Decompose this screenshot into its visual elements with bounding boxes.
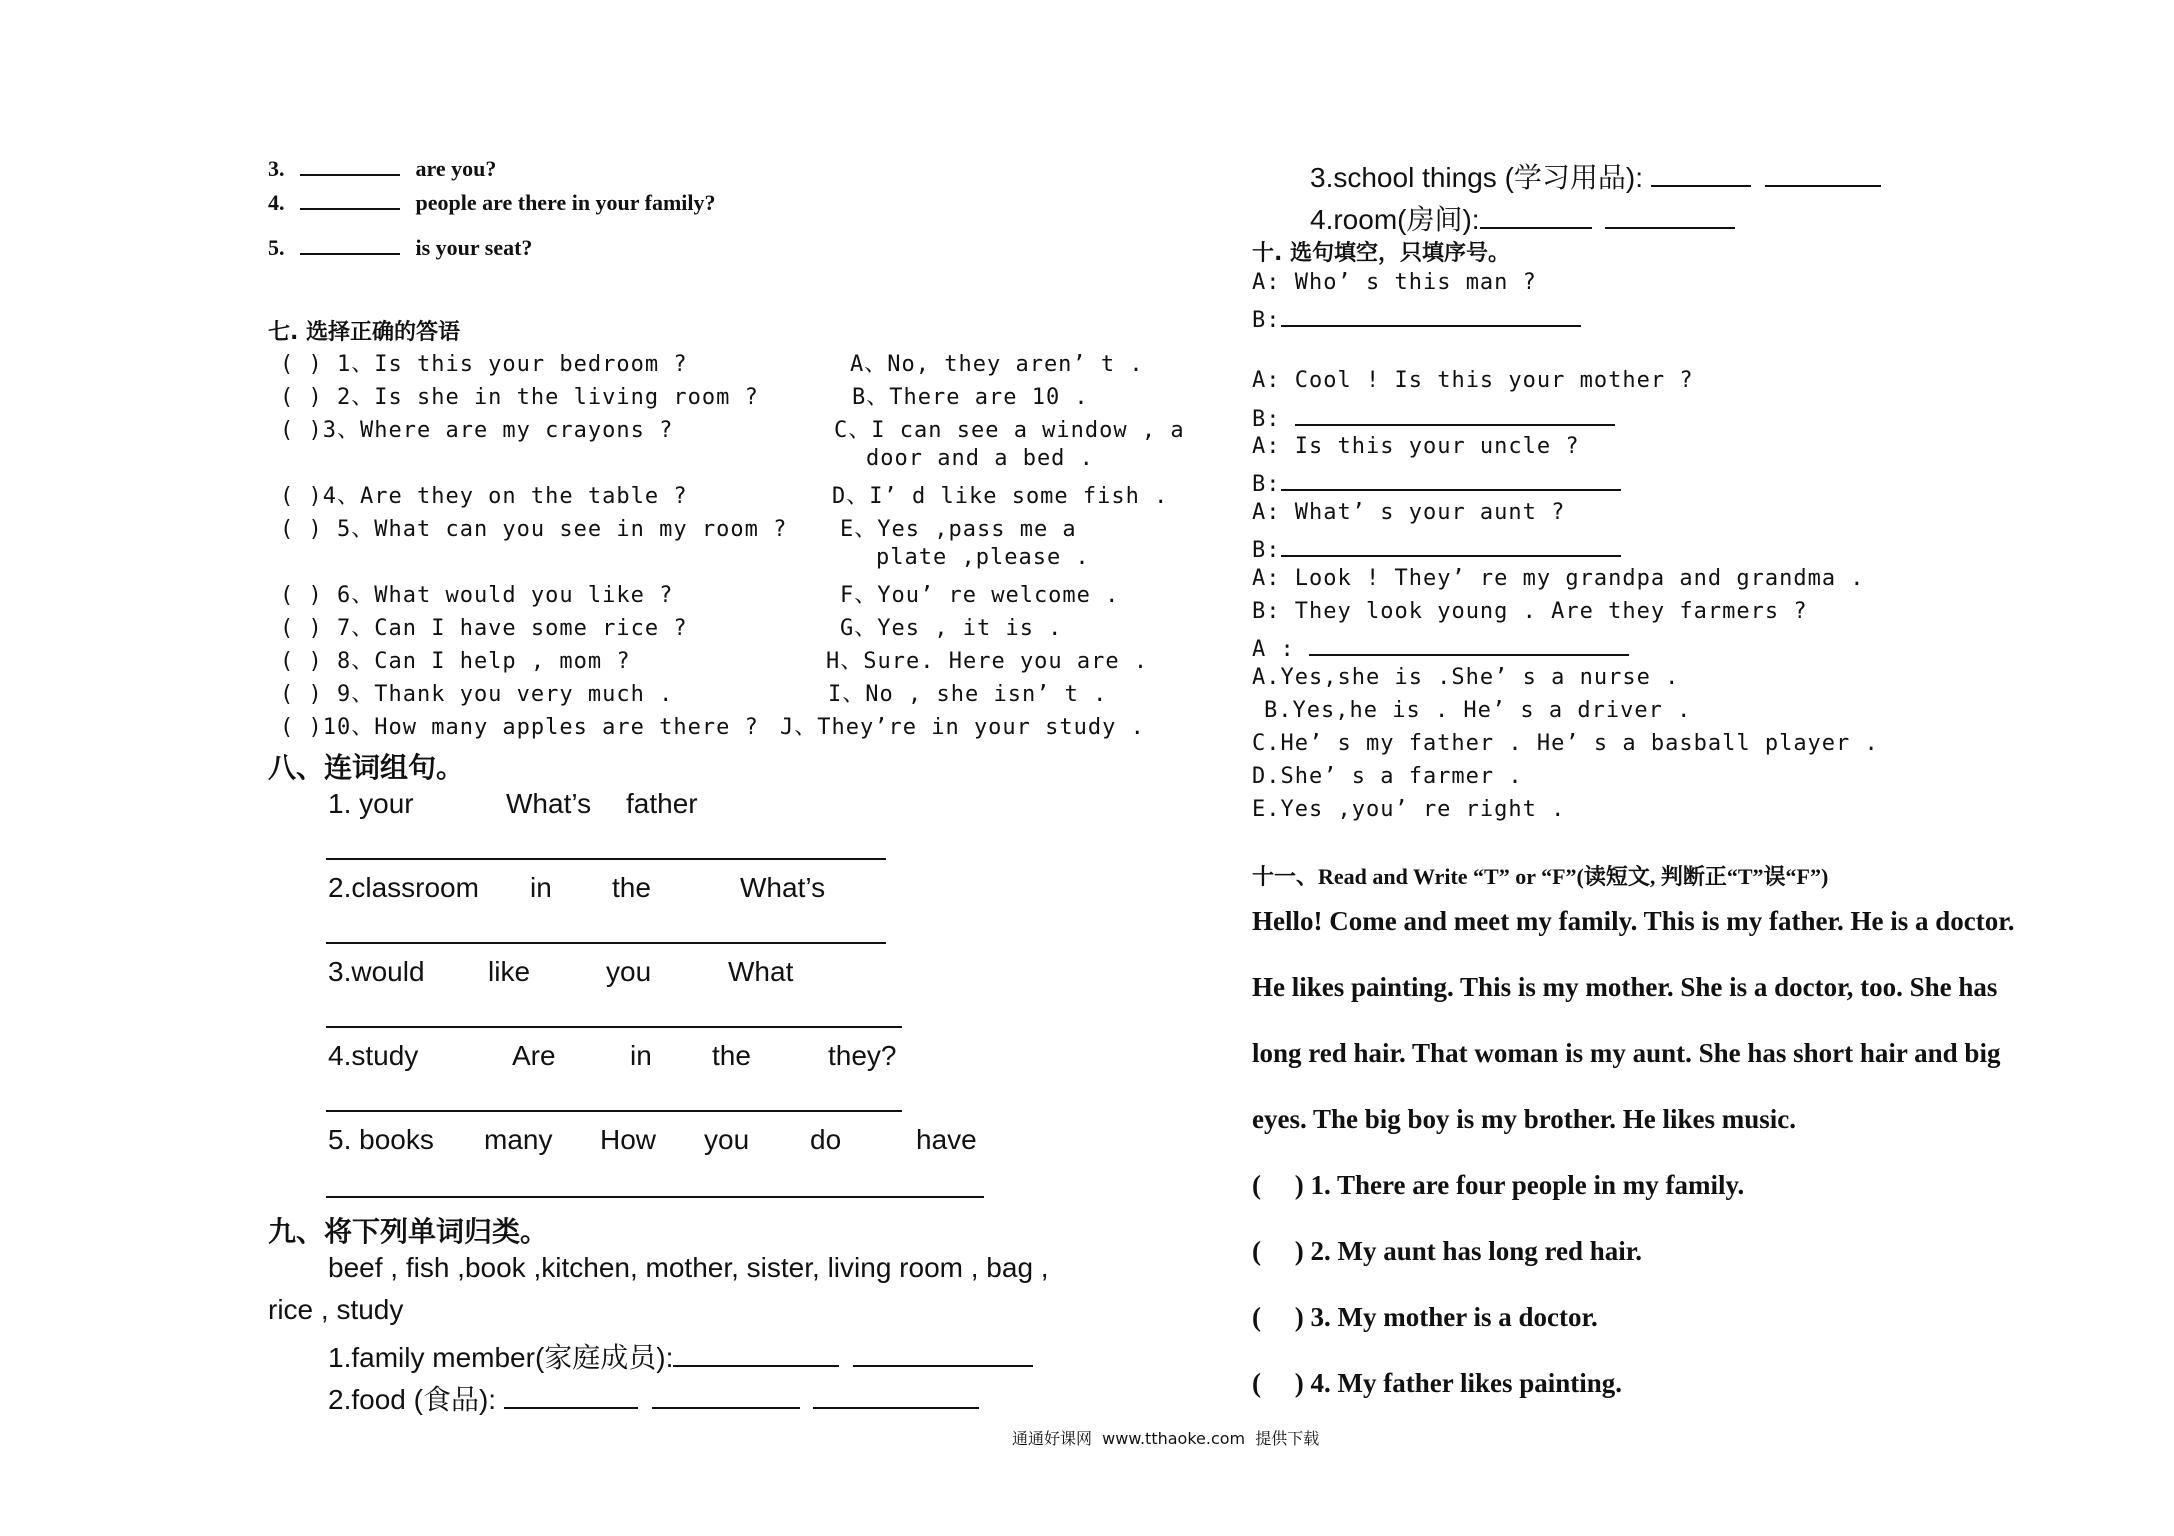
section-7-title: 七. 选择正确的答语 [268,320,461,345]
sec7-answer-b: B、There are 10 . [852,385,1089,410]
speaker: B: [1252,308,1281,333]
blank-field[interactable] [1281,533,1621,557]
sec8-word: What [728,956,794,987]
question-4 [268,186,716,216]
sec7-answer-g: G、Yes , it is . [840,616,1063,641]
dialog-line [1252,533,1621,563]
category-label: 3.school things (学习用品): [1310,162,1643,193]
blank-field[interactable] [1309,632,1629,656]
section-9-title: 九、将下列单词归类。 [268,1215,549,1248]
blank-field[interactable] [673,1343,839,1367]
speaker: A: [1252,434,1281,459]
tf-item-2: ( ) 2. My aunt has long red hair. [1252,1236,1643,1266]
sec8-word: the [612,872,651,903]
dialog-text: Is this your uncle ? [1294,434,1580,459]
category-label: 1.family member(家庭成员): [328,1342,674,1373]
dialog-line [1252,402,1615,432]
dialog-text: Look ! They’ re my grandpa and grandma . [1294,566,1865,591]
sec7-answer-e: E、Yes ,pass me a [840,517,1077,542]
story-line: Hello! Come and meet my family. This is my father. He is a doctor. [1252,906,2015,936]
story-line: He likes painting. This is my mother. She is a doctor, too. She has [1252,972,1998,1002]
page-footer: 通通好课网 www.tthaoke.com 提供下载 [1012,1429,1320,1448]
sec7-question-10: ( )10、How many apples are there ? [280,715,759,740]
category-label: 4.room(房间): [1310,204,1480,235]
blank-field[interactable] [1295,402,1615,426]
speaker: B: [1252,599,1281,624]
sec7-answer-h: H、Sure. Here you are . [826,649,1149,674]
dialog-line [1252,434,1580,459]
speaker: A: [1252,270,1281,295]
sec7-question-8: ( ) 8、Can I help , mom ? [280,649,631,674]
sec7-question-4: ( )4、Are they on the table ? [280,484,688,509]
blank-field[interactable] [1765,163,1881,187]
dialog-text: What’ s your aunt ? [1294,500,1566,525]
dialog-line [1252,467,1621,497]
q-number: 5. [268,235,285,260]
answer-line[interactable] [326,1110,902,1112]
sec8-word: 5. books [328,1124,434,1155]
blank-field[interactable] [652,1385,800,1409]
sec7-question-6: ( ) 6、What would you like ? [280,583,674,608]
answer-line[interactable] [326,858,886,860]
blank-field[interactable] [1605,205,1735,229]
sec8-word: many [484,1124,553,1155]
sec7-question-1: ( ) 1、Is this your bedroom ? [280,352,688,377]
dialog-line [1252,500,1565,525]
sec8-word: 1. your [328,788,414,819]
sec8-word: in [630,1040,652,1071]
blank-field[interactable] [1651,163,1751,187]
sec9-word-list-cont: rice , study [268,1294,404,1325]
choice-a: A.Yes,she is .She’ s a nurse . [1252,665,1680,690]
speaker: A: [1252,566,1281,591]
sec8-word: the [712,1040,751,1071]
speaker: B: [1252,472,1281,497]
choice-d: D.She’ s a farmer . [1252,764,1523,789]
sec8-word: do [810,1124,842,1155]
question-5 [268,231,532,261]
blank-field[interactable] [300,186,400,210]
blank-field[interactable] [300,152,400,176]
section-10-title: 十. 选句填空，只填序号。 [1252,241,1511,266]
sec8-word: 2.classroom [328,872,479,903]
sec8-word: you [704,1124,750,1155]
category-room [1310,198,1735,238]
category-label: 2.food (食品): [328,1384,497,1415]
sec8-word: in [530,872,552,903]
q-text: is your seat? [415,235,533,260]
tf-item-1: ( ) 1. There are four people in my family. [1252,1170,1745,1200]
speaker: A : [1252,637,1295,662]
dialog-text: They look young . Are they farmers ? [1294,599,1808,624]
sec8-word: 3.would [328,956,425,987]
dialog-line [1252,599,1808,624]
q-number: 4. [268,190,285,215]
category-family-member [328,1336,1033,1376]
sec7-question-2: ( ) 2、Is she in the living room ? [280,385,759,410]
sec8-word: father [626,788,698,819]
sec8-word: Are [512,1040,556,1071]
dialog-line [1252,566,1865,591]
dialog-text: Cool ! Is this your mother ? [1294,368,1694,393]
section-8-title: 八、连词组句。 [268,751,465,784]
sec8-word: they? [828,1040,897,1071]
blank-field[interactable] [1480,205,1592,229]
sec7-answer-i: I、No , she isn’ t . [828,682,1108,707]
answer-line[interactable] [326,1196,984,1198]
dialog-text: Who’ s this man ? [1294,270,1537,295]
sec7-answer-c-cont: door and a bed . [866,446,1094,471]
sec7-answer-e-cont: plate ,please . [876,545,1090,570]
sec7-answer-f: F、You’ re welcome . [840,583,1120,608]
blank-field[interactable] [300,231,400,255]
speaker: B: [1252,538,1281,563]
tf-item-3: ( ) 3. My mother is a doctor. [1252,1302,1598,1332]
dialog-line [1252,632,1629,662]
sec7-question-7: ( ) 7、Can I have some rice ? [280,616,688,641]
answer-line[interactable] [326,942,886,944]
sec8-word: What’s [506,788,592,819]
dialog-line [1252,368,1694,393]
sec7-question-5: ( ) 5、What can you see in my room ? [280,517,788,542]
sec8-word: you [606,956,652,987]
question-3 [268,152,496,182]
sec7-answer-a: A、No, they aren’ t . [850,352,1144,377]
sec7-answer-j: J、They’re in your study . [780,715,1145,740]
sec7-question-3: ( )3、Where are my crayons ? [280,418,674,443]
q-text: people are there in your family? [415,190,716,215]
dialog-line [1252,270,1537,295]
category-school-things [1310,156,1881,196]
speaker: A: [1252,500,1281,525]
sec8-word: have [916,1124,977,1155]
story-line: long red hair. That woman is my aunt. She has short hair and big [1252,1038,2001,1068]
sec7-answer-c: C、I can see a window , a [834,418,1185,443]
sec7-question-9: ( ) 9、Thank you very much . [280,682,674,707]
sec9-word-list: beef , fish ,book ,kitchen, mother, sister, living room , bag , [328,1252,1049,1283]
category-food [328,1378,979,1418]
q-number: 3. [268,156,285,181]
blank-field[interactable] [1281,467,1621,491]
blank-field[interactable] [813,1385,979,1409]
speaker: B: [1252,407,1281,432]
choice-e: E.Yes ,you’ re right . [1252,797,1566,822]
sec8-word: 4.study [328,1040,419,1071]
sec7-answer-d: D、I’ d like some fish . [832,484,1169,509]
sec8-word: How [600,1124,657,1155]
answer-line[interactable] [326,1026,902,1028]
sec8-word: What’s [740,872,826,903]
story-line: eyes. The big boy is my brother. He likes music. [1252,1104,1797,1134]
choice-c: C.He’ s my father . He’ s a basball player . [1252,731,1879,756]
section-11-title: 十一、Read and Write “T” or “F”(读短文, 判断正“T”误“F”) [1252,864,1829,889]
blank-field[interactable] [853,1343,1033,1367]
q-text: are you? [415,156,497,181]
blank-field[interactable] [504,1385,638,1409]
speaker: A: [1252,368,1281,393]
choice-b: B.Yes,he is . He’ s a driver . [1264,698,1692,723]
blank-field[interactable] [1281,303,1581,327]
sec8-word: like [488,956,531,987]
dialog-line [1252,303,1581,333]
tf-item-4: ( ) 4. My father likes painting. [1252,1368,1622,1398]
